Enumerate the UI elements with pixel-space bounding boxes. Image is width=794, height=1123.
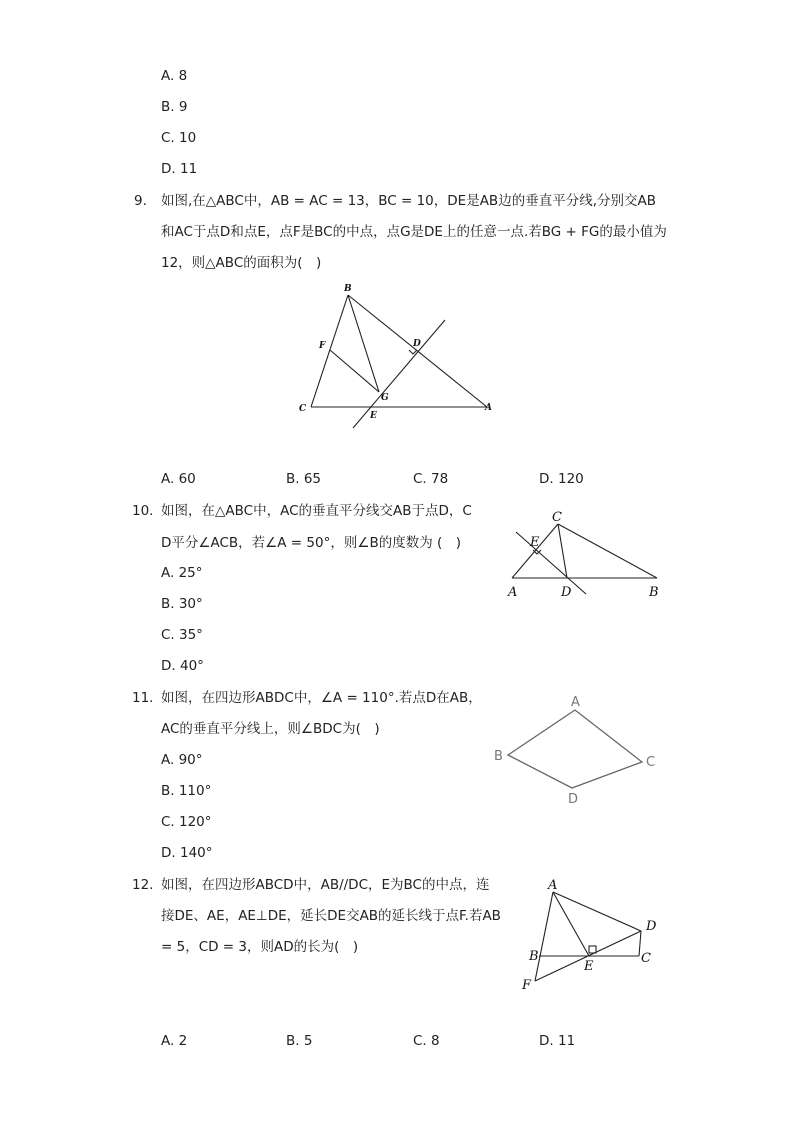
q10-label-c: C [552, 510, 562, 525]
q11-number: 11. [132, 690, 154, 706]
q8-option-a: A. 8 [161, 68, 188, 84]
q12-label-c: C [641, 951, 651, 966]
q10-option-b: B. 30° [161, 596, 203, 612]
q11-option-a: A. 90° [161, 752, 203, 768]
q11-label-d: D [568, 792, 579, 807]
q10-option-d: D. 40° [161, 658, 204, 674]
q11-figure [490, 690, 665, 810]
q12-figure [515, 875, 665, 995]
q10-figure [502, 508, 667, 603]
q9-label-g: G [381, 393, 389, 403]
q11-stem-line1: 如图，在四边形ABDC中，∠A = 110°.若点D在AB， [161, 690, 482, 706]
q12-stem-line2: 接DE、AE，AE⊥DE，延长DE交AB的延长线于点F.若AB [161, 908, 501, 924]
q12-number: 12. [132, 877, 154, 893]
q11-option-b: B. 110° [161, 783, 212, 799]
q9-label-a: A [485, 403, 492, 413]
q10-label-d: D [561, 585, 572, 600]
q12-label-b: B [529, 949, 539, 964]
q10-option-a: A. 25° [161, 565, 203, 581]
q9-figure [295, 280, 505, 430]
q11-label-c: C [646, 755, 656, 770]
q10-stem-line2: D平分∠ACB，若∠A = 50°，则∠B的度数为 ( ) [161, 535, 462, 551]
q11-option-d: D. 140° [161, 845, 213, 861]
q9-label-f: F [319, 341, 326, 351]
q9-number: 9. [134, 193, 147, 209]
q12-label-a: A [548, 878, 558, 893]
q9-stem-line3: 12，则△ABC的面积为( ) [161, 255, 322, 271]
q12-label-f: F [522, 978, 532, 993]
q8-option-b: B. 9 [161, 99, 188, 115]
q9-label-c: C [299, 404, 307, 414]
q11-label-b: B [494, 749, 503, 764]
q10-label-e: E [530, 535, 540, 550]
q11-stem-line2: AC的垂直平分线上，则∠BDC为( ) [161, 721, 380, 737]
q8-option-d: D. 11 [161, 161, 198, 177]
q10-number: 10. [132, 503, 154, 519]
q10-label-a: A [508, 585, 518, 600]
q12-option-b: B. 5 [286, 1033, 313, 1049]
q12-stem-line1: 如图，在四边形ABCD中，AB//DC，E为BC的中点，连 [161, 877, 490, 893]
q9-option-c: C. 78 [413, 471, 449, 487]
q12-stem-line3: = 5，CD = 3，则AD的长为( ) [161, 939, 359, 955]
q9-label-b: B [344, 284, 352, 294]
q10-option-c: C. 35° [161, 627, 203, 643]
q9-label-d: D [413, 339, 421, 349]
q11-option-c: C. 120° [161, 814, 212, 830]
q12-option-c: C. 8 [413, 1033, 440, 1049]
q9-stem-line1: 如图,在△ABC中，AB = AC = 13，BC = 10，DE是AB边的垂直平分线,分别交AB [161, 193, 656, 209]
q8-option-c: C. 10 [161, 130, 197, 146]
q12-option-d: D. 11 [539, 1033, 576, 1049]
q9-stem-line2: 和AC于点D和点E，点F是BC的中点，点G是DE上的任意一点.若BG + FG的最小值为 [161, 224, 667, 240]
q12-label-e: E [584, 959, 594, 974]
q11-label-a: A [571, 695, 580, 710]
q9-option-b: B. 65 [286, 471, 322, 487]
q10-label-b: B [649, 585, 659, 600]
q12-option-a: A. 2 [161, 1033, 188, 1049]
q9-option-d: D. 120 [539, 471, 584, 487]
q9-option-a: A. 60 [161, 471, 196, 487]
q10-stem-line1: 如图，在△ABC中，AC的垂直平分线交AB于点D，C [161, 503, 472, 519]
q12-label-d: D [646, 919, 657, 934]
q9-label-e: E [370, 411, 377, 421]
